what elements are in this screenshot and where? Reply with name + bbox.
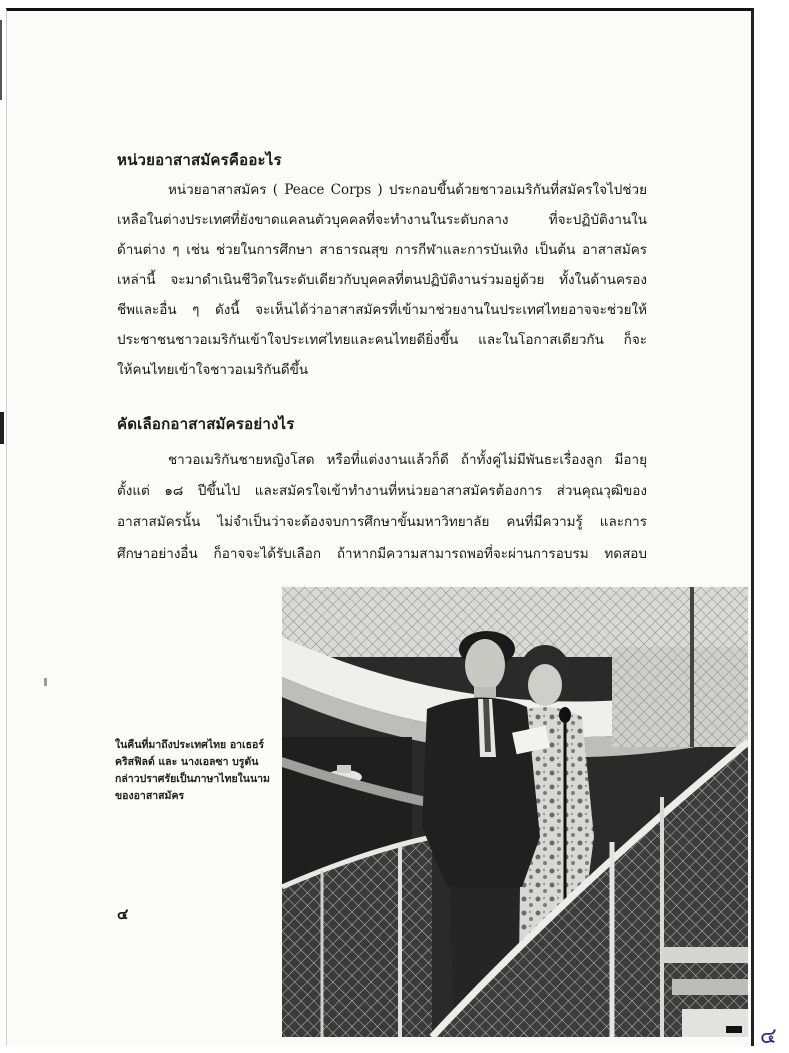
- paragraph-line: อาสาสมัครนั้น ไม่จำเป็นว่าจะต้องจบการศึกษาขั้นมหาวิทยาลัย คนที่มีความรู้ และการ: [117, 514, 647, 530]
- caption-line: กล่าวปราศรัยเป็นภาษาไทยในนาม: [115, 773, 270, 785]
- paragraph-line: ชีพและอื่น ๆ ดังนี้ จะเห็นได้ว่าอาสาสมัครที่เข้ามาช่วยงานในประเทศไทยอาจจะช่วยให้: [117, 302, 647, 318]
- paragraph-line: เหล่านี้ จะมาดำเนินชีวิตในระดับเดียวกับบุคคลที่ตนปฏิบัติงานร่วมอยู่ด้วย ทั้งในด้านครอง: [117, 272, 647, 288]
- scan-edge-mark: [0, 412, 4, 444]
- paragraph-line: ชาวอเมริกันชายหญิงโสด หรือที่แต่งงานแล้วก็ดี ถ้าทั้งคู่ไม่มีพันธะเรื่องลูก มีอายุ: [168, 452, 647, 468]
- paragraph-line: ให้คนไทยเข้าใจชาวอเมริกันดีขึ้น: [117, 362, 309, 378]
- scan-speck: [44, 678, 47, 686]
- paragraph-line: เหลือในต่างประเทศที่ยังขาดแคลนตัวบุคคลที่จะทำงานในระดับกลาง ที่จะปฏิบัติงานใน: [117, 212, 647, 228]
- scan-edge-shadow: [0, 20, 2, 100]
- paragraph-line: ด้านต่าง ๆ เช่น ช่วยในการศึกษา สาธารณสุข การกีฬาและการบันเทิง เป็นต้น อาสาสมัคร: [117, 242, 647, 258]
- photograph-volunteers-speaking: [282, 587, 748, 1037]
- page-number: ๔: [117, 905, 129, 923]
- paragraph-line: หน่วยอาสาสมัคร ( Peace Corps ) ประกอบขึ้นด้วยชาวอเมริกันที่สมัครใจไปช่วย: [168, 182, 647, 198]
- handwritten-page-mark: ๔: [760, 1024, 777, 1049]
- paragraph-line: ตั้งแต่ ๑๘ ปีขึ้นไป และสมัครใจเข้าทำงานที่หน่วยอาสาสมัครต้องการ ส่วนคุณวุฒิของ: [117, 483, 647, 499]
- scan-black-mark: [726, 1026, 742, 1033]
- caption-line: ของอาสาสมัคร: [115, 790, 185, 802]
- paragraph-line: ศึกษาอย่างอื่น ก็อาจจะได้รับเลือก ถ้าหากมีความสามารถพอที่จะผ่านการอบรม ทดสอบ: [117, 546, 647, 562]
- caption-line: ในคืนที่มาถึงประเทศไทย อาเธอร์: [115, 739, 265, 751]
- paragraph-line: ประชาชนชาวอเมริกันเข้าใจประเทศไทยและคนไทยดียิ่งขึ้น และในโอกาสเดียวกัน ก็จะ: [117, 332, 647, 348]
- caption-line: คริสฟิลด์ และ นางเอลซา บรูตัน: [115, 756, 259, 768]
- section-heading-how-volunteers-selected: คัดเลือกอาสาสมัครอย่างไร: [117, 415, 295, 433]
- photo-caption: [115, 737, 285, 805]
- section-heading-what-is-peace-corps: หน่วยอาสาสมัครคืออะไร: [117, 151, 282, 169]
